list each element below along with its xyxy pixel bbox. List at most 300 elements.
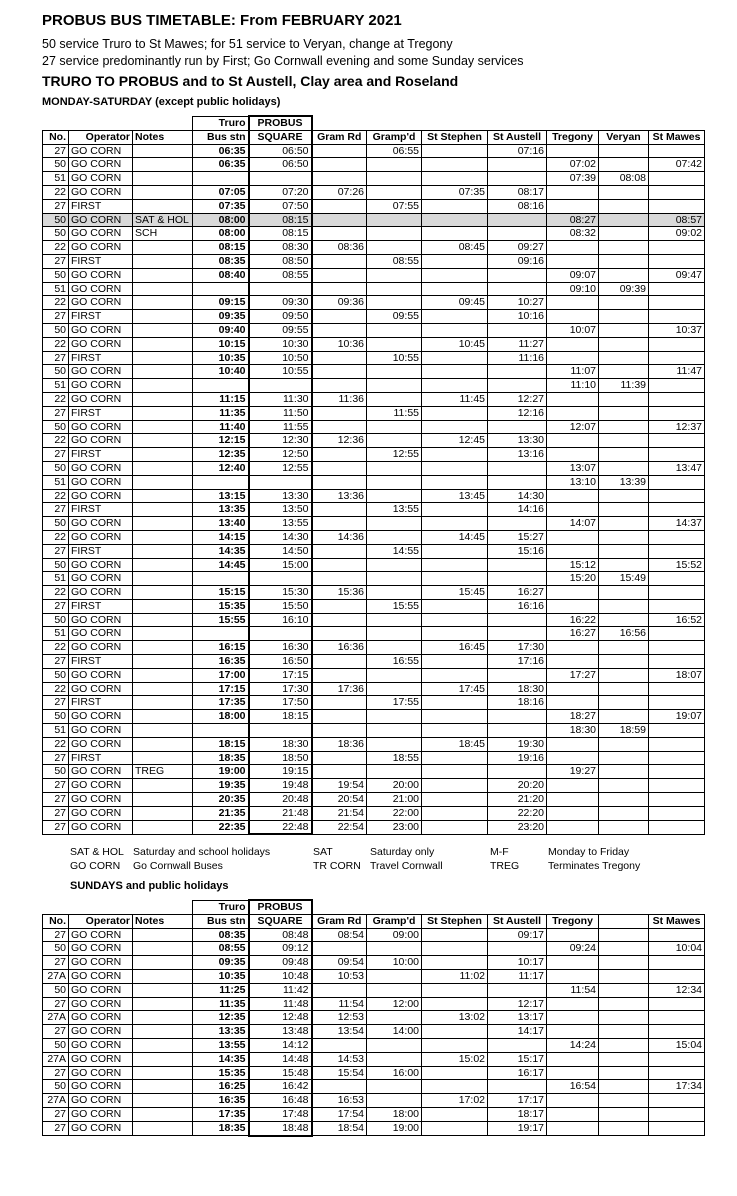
cell-probus: 09:48 — [249, 956, 312, 970]
cell-st-mawes — [649, 928, 705, 942]
cell-notes — [133, 1066, 193, 1080]
cell-st-austell — [488, 724, 547, 738]
header-spacer — [69, 116, 133, 130]
cell-no: 27 — [43, 254, 69, 268]
cell-veryan — [599, 406, 649, 420]
cell-st-stephen — [422, 517, 488, 531]
cell-tregony: 12:07 — [547, 420, 599, 434]
cell-tregony — [547, 586, 599, 600]
cell-st-mawes — [649, 337, 705, 351]
cell-operator: GO CORN — [69, 1107, 133, 1121]
cell-veryan — [599, 1080, 649, 1094]
cell-tregony — [547, 1025, 599, 1039]
timetable-row — [43, 969, 705, 983]
cell-notes — [133, 586, 193, 600]
cell-operator: GO CORN — [69, 779, 133, 793]
cell-st-mawes — [649, 475, 705, 489]
cell-no: 27 — [43, 199, 69, 213]
cell-notes — [133, 144, 193, 158]
cell-tregony: 08:27 — [547, 213, 599, 227]
cell-st-austell — [488, 475, 547, 489]
cell-no: 27 — [43, 793, 69, 807]
cell-st-mawes: 09:47 — [649, 268, 705, 282]
cell-gram-rd: 19:54 — [312, 779, 367, 793]
legend-trcorn-text: Travel Cornwall — [370, 860, 443, 872]
timetable-row — [43, 765, 705, 779]
timetable-row — [43, 144, 705, 158]
cell-operator: GO CORN — [69, 296, 133, 310]
cell-truro: 17:35 — [193, 696, 249, 710]
cell-operator: FIRST — [69, 599, 133, 613]
header-truro: Truro — [193, 116, 249, 130]
cell-no: 50 — [43, 613, 69, 627]
cell-st-stephen — [422, 351, 488, 365]
cell-probus: 18:50 — [249, 751, 312, 765]
cell-grampd — [367, 983, 422, 997]
timetable-row — [43, 323, 705, 337]
cell-operator: GO CORN — [69, 572, 133, 586]
cell-st-austell: 07:16 — [488, 144, 547, 158]
cell-notes — [133, 682, 193, 696]
timetable-row — [43, 1052, 705, 1066]
cell-veryan: 18:59 — [599, 724, 649, 738]
cell-gram-rd — [312, 310, 367, 324]
cell-gram-rd — [312, 1080, 367, 1094]
cell-st-stephen: 13:45 — [422, 489, 488, 503]
timetable-row — [43, 627, 705, 641]
cell-st-austell — [488, 942, 547, 956]
cell-grampd: 10:00 — [367, 956, 422, 970]
cell-veryan — [599, 158, 649, 172]
cell-operator: GO CORN — [69, 268, 133, 282]
cell-notes — [133, 448, 193, 462]
timetable-row — [43, 668, 705, 682]
cell-st-mawes: 18:07 — [649, 668, 705, 682]
cell-st-stephen — [422, 503, 488, 517]
header-spacer — [599, 116, 649, 130]
cell-veryan — [599, 956, 649, 970]
cell-tregony — [547, 969, 599, 983]
sunday-heading: SUNDAYS and public holidays — [70, 880, 229, 892]
cell-st-stephen — [422, 613, 488, 627]
cell-st-austell — [488, 461, 547, 475]
cell-truro — [193, 475, 249, 489]
cell-st-stephen — [422, 558, 488, 572]
cell-notes — [133, 1052, 193, 1066]
cell-grampd — [367, 613, 422, 627]
cell-no: 50 — [43, 323, 69, 337]
cell-st-mawes — [649, 997, 705, 1011]
cell-grampd: 06:55 — [367, 144, 422, 158]
cell-st-stephen — [422, 668, 488, 682]
cell-notes — [133, 254, 193, 268]
column-header-st-stephen: St Stephen — [422, 130, 488, 144]
cell-gram-rd: 11:36 — [312, 392, 367, 406]
timetable-row — [43, 641, 705, 655]
cell-st-austell: 16:17 — [488, 1066, 547, 1080]
header-probus: PROBUS — [249, 900, 312, 914]
cell-veryan — [599, 751, 649, 765]
cell-tregony: 14:24 — [547, 1038, 599, 1052]
cell-notes — [133, 820, 193, 834]
cell-tregony — [547, 434, 599, 448]
cell-gram-rd — [312, 254, 367, 268]
cell-no: 22 — [43, 586, 69, 600]
cell-notes — [133, 282, 193, 296]
column-header-grampd: Gramp'd — [367, 130, 422, 144]
cell-no: 50 — [43, 268, 69, 282]
cell-probus: 13:30 — [249, 489, 312, 503]
cell-veryan — [599, 461, 649, 475]
cell-probus: 18:30 — [249, 737, 312, 751]
timetable-row — [43, 544, 705, 558]
cell-operator: GO CORN — [69, 627, 133, 641]
cell-no: 27 — [43, 448, 69, 462]
cell-gram-rd — [312, 351, 367, 365]
cell-st-stephen — [422, 213, 488, 227]
timetable-row — [43, 268, 705, 282]
cell-veryan — [599, 489, 649, 503]
cell-tregony: 18:30 — [547, 724, 599, 738]
cell-truro: 16:15 — [193, 641, 249, 655]
cell-st-austell: 14:30 — [488, 489, 547, 503]
cell-st-mawes — [649, 655, 705, 669]
cell-notes — [133, 1121, 193, 1135]
cell-gram-rd — [312, 668, 367, 682]
column-header-veryan: Veryan — [599, 130, 649, 144]
column-header-st-austell: St Austell — [488, 914, 547, 928]
cell-st-austell: 08:17 — [488, 185, 547, 199]
cell-st-austell: 19:16 — [488, 751, 547, 765]
timetable-row — [43, 241, 705, 255]
cell-veryan — [599, 199, 649, 213]
cell-operator: GO CORN — [69, 434, 133, 448]
cell-no: 27 — [43, 779, 69, 793]
cell-grampd: 13:55 — [367, 503, 422, 517]
cell-st-stephen — [422, 144, 488, 158]
cell-notes — [133, 434, 193, 448]
cell-st-mawes: 12:34 — [649, 983, 705, 997]
timetable-row — [43, 351, 705, 365]
cell-grampd — [367, 337, 422, 351]
cell-operator: GO CORN — [69, 1011, 133, 1025]
cell-gram-rd: 12:53 — [312, 1011, 367, 1025]
cell-st-stephen: 09:45 — [422, 296, 488, 310]
cell-st-austell — [488, 983, 547, 997]
cell-truro: 11:25 — [193, 983, 249, 997]
column-header-operator: Operator — [69, 130, 133, 144]
cell-grampd — [367, 710, 422, 724]
cell-veryan — [599, 530, 649, 544]
cell-veryan: 09:39 — [599, 282, 649, 296]
cell-st-stephen — [422, 475, 488, 489]
timetable-row — [43, 1094, 705, 1108]
cell-notes — [133, 655, 193, 669]
cell-operator: GO CORN — [69, 461, 133, 475]
cell-st-stephen — [422, 599, 488, 613]
cell-st-austell — [488, 172, 547, 186]
cell-st-austell — [488, 1038, 547, 1052]
cell-veryan — [599, 793, 649, 807]
cell-st-mawes — [649, 351, 705, 365]
cell-st-austell — [488, 613, 547, 627]
cell-st-mawes — [649, 199, 705, 213]
cell-operator: GO CORN — [69, 158, 133, 172]
weekday-timetable — [42, 115, 705, 835]
cell-grampd — [367, 724, 422, 738]
cell-no: 50 — [43, 1038, 69, 1052]
cell-truro: 11:40 — [193, 420, 249, 434]
cell-tregony: 16:27 — [547, 627, 599, 641]
cell-notes — [133, 613, 193, 627]
cell-probus — [249, 475, 312, 489]
cell-notes — [133, 737, 193, 751]
cell-grampd — [367, 1038, 422, 1052]
timetable-row — [43, 282, 705, 296]
cell-gram-rd: 13:36 — [312, 489, 367, 503]
cell-no: 51 — [43, 627, 69, 641]
timetable-row — [43, 158, 705, 172]
cell-probus — [249, 572, 312, 586]
timetable-row — [43, 655, 705, 669]
cell-grampd — [367, 682, 422, 696]
cell-grampd — [367, 586, 422, 600]
cell-grampd: 17:55 — [367, 696, 422, 710]
cell-tregony: 07:02 — [547, 158, 599, 172]
cell-st-mawes — [649, 503, 705, 517]
cell-notes — [133, 185, 193, 199]
cell-tregony — [547, 820, 599, 834]
cell-no: 22 — [43, 337, 69, 351]
cell-tregony: 16:22 — [547, 613, 599, 627]
cell-operator: GO CORN — [69, 337, 133, 351]
cell-st-austell: 10:27 — [488, 296, 547, 310]
cell-probus: 16:48 — [249, 1094, 312, 1108]
cell-st-mawes — [649, 696, 705, 710]
cell-grampd: 09:55 — [367, 310, 422, 324]
cell-grampd: 16:00 — [367, 1066, 422, 1080]
cell-probus: 13:48 — [249, 1025, 312, 1039]
cell-probus: 15:30 — [249, 586, 312, 600]
cell-veryan — [599, 254, 649, 268]
cell-no: 27 — [43, 806, 69, 820]
cell-st-austell: 19:17 — [488, 1121, 547, 1135]
cell-truro: 17:15 — [193, 682, 249, 696]
header-spacer — [312, 116, 367, 130]
cell-tregony — [547, 296, 599, 310]
cell-st-stephen — [422, 942, 488, 956]
cell-grampd — [367, 296, 422, 310]
cell-truro — [193, 627, 249, 641]
cell-probus — [249, 724, 312, 738]
cell-veryan — [599, 779, 649, 793]
header-spacer — [43, 900, 69, 914]
cell-probus: 11:48 — [249, 997, 312, 1011]
cell-notes — [133, 1011, 193, 1025]
cell-tregony — [547, 241, 599, 255]
cell-grampd — [367, 282, 422, 296]
cell-truro — [193, 572, 249, 586]
cell-truro — [193, 172, 249, 186]
cell-truro: 09:15 — [193, 296, 249, 310]
cell-gram-rd: 11:54 — [312, 997, 367, 1011]
cell-st-mawes: 12:37 — [649, 420, 705, 434]
timetable-row — [43, 558, 705, 572]
header-spacer — [488, 900, 547, 914]
cell-st-austell — [488, 558, 547, 572]
cell-tregony: 14:07 — [547, 517, 599, 531]
cell-probus: 13:50 — [249, 503, 312, 517]
cell-probus: 17:48 — [249, 1107, 312, 1121]
cell-st-austell — [488, 268, 547, 282]
cell-notes — [133, 599, 193, 613]
cell-tregony — [547, 1121, 599, 1135]
cell-st-austell — [488, 282, 547, 296]
cell-gram-rd — [312, 517, 367, 531]
legend-sat-key: SAT — [313, 846, 333, 858]
cell-st-austell: 11:16 — [488, 351, 547, 365]
cell-st-mawes — [649, 682, 705, 696]
cell-grampd: 10:55 — [367, 351, 422, 365]
cell-grampd — [367, 969, 422, 983]
cell-tregony — [547, 1094, 599, 1108]
cell-veryan: 15:49 — [599, 572, 649, 586]
cell-veryan — [599, 983, 649, 997]
column-header-no: No. — [43, 914, 69, 928]
cell-probus: 08:48 — [249, 928, 312, 942]
legend-mf-text: Monday to Friday — [548, 846, 630, 858]
subtitle-service-50: 50 service Truro to St Mawes; for 51 service to Veryan, change at Tregony — [42, 37, 453, 51]
cell-st-austell: 10:17 — [488, 956, 547, 970]
cell-veryan: 16:56 — [599, 627, 649, 641]
cell-no: 27A — [43, 1094, 69, 1108]
legend-sat-hol-text: Saturday and school holidays — [133, 846, 271, 858]
cell-veryan — [599, 144, 649, 158]
subtitle-service-27: 27 service predominantly run by First; Go Cornwall evening and some Sunday services — [42, 54, 524, 68]
cell-tregony — [547, 928, 599, 942]
column-header-grampd: Gramp'd — [367, 914, 422, 928]
cell-probus: 14:50 — [249, 544, 312, 558]
cell-st-mawes — [649, 751, 705, 765]
column-header-veryan — [599, 914, 649, 928]
cell-notes — [133, 806, 193, 820]
cell-veryan — [599, 1107, 649, 1121]
cell-probus — [249, 282, 312, 296]
cell-veryan — [599, 997, 649, 1011]
cell-no: 27 — [43, 310, 69, 324]
cell-st-austell — [488, 227, 547, 241]
cell-no: 27 — [43, 1025, 69, 1039]
header-spacer — [133, 900, 193, 914]
cell-veryan: 13:39 — [599, 475, 649, 489]
cell-st-mawes — [649, 1094, 705, 1108]
cell-probus: 14:30 — [249, 530, 312, 544]
cell-st-stephen — [422, 1107, 488, 1121]
cell-grampd — [367, 241, 422, 255]
cell-probus: 08:55 — [249, 268, 312, 282]
cell-probus: 21:48 — [249, 806, 312, 820]
cell-operator: GO CORN — [69, 241, 133, 255]
cell-st-stephen: 12:45 — [422, 434, 488, 448]
cell-truro — [193, 282, 249, 296]
cell-gram-rd — [312, 1038, 367, 1052]
cell-truro: 13:40 — [193, 517, 249, 531]
cell-st-austell: 13:17 — [488, 1011, 547, 1025]
cell-notes — [133, 969, 193, 983]
cell-st-stephen: 15:02 — [422, 1052, 488, 1066]
timetable-row — [43, 793, 705, 807]
cell-st-stephen: 15:45 — [422, 586, 488, 600]
cell-st-austell: 12:16 — [488, 406, 547, 420]
timetable-row — [43, 696, 705, 710]
cell-notes — [133, 323, 193, 337]
cell-tregony — [547, 199, 599, 213]
cell-notes — [133, 793, 193, 807]
cell-gram-rd — [312, 710, 367, 724]
timetable-row — [43, 682, 705, 696]
cell-probus: 06:50 — [249, 158, 312, 172]
timetable-row — [43, 1080, 705, 1094]
cell-veryan — [599, 806, 649, 820]
cell-operator: GO CORN — [69, 613, 133, 627]
cell-st-mawes: 09:02 — [649, 227, 705, 241]
cell-veryan — [599, 503, 649, 517]
cell-notes — [133, 517, 193, 531]
cell-probus: 16:30 — [249, 641, 312, 655]
column-header-tregony: Tregony — [547, 130, 599, 144]
cell-operator: GO CORN — [69, 379, 133, 393]
cell-truro: 16:35 — [193, 655, 249, 669]
timetable-row — [43, 724, 705, 738]
cell-operator: FIRST — [69, 696, 133, 710]
cell-notes — [133, 956, 193, 970]
cell-st-stephen — [422, 172, 488, 186]
cell-gram-rd: 08:36 — [312, 241, 367, 255]
cell-st-mawes — [649, 448, 705, 462]
cell-tregony: 13:10 — [547, 475, 599, 489]
column-header-probus: SQUARE — [249, 130, 312, 144]
cell-veryan — [599, 323, 649, 337]
cell-truro: 13:55 — [193, 1038, 249, 1052]
cell-st-stephen — [422, 724, 488, 738]
cell-st-mawes — [649, 296, 705, 310]
cell-veryan: 11:39 — [599, 379, 649, 393]
timetable-row — [43, 227, 705, 241]
cell-probus: 06:50 — [249, 144, 312, 158]
legend-treg-text: Terminates Tregony — [548, 860, 641, 872]
cell-grampd — [367, 668, 422, 682]
cell-st-mawes — [649, 793, 705, 807]
cell-st-mawes: 15:04 — [649, 1038, 705, 1052]
cell-st-stephen: 08:45 — [422, 241, 488, 255]
cell-st-mawes — [649, 1121, 705, 1135]
timetable-row — [43, 599, 705, 613]
cell-truro: 12:40 — [193, 461, 249, 475]
cell-gram-rd: 13:54 — [312, 1025, 367, 1039]
cell-st-austell — [488, 517, 547, 531]
cell-st-mawes — [649, 434, 705, 448]
timetable-row — [43, 310, 705, 324]
cell-notes — [133, 710, 193, 724]
cell-gram-rd: 14:53 — [312, 1052, 367, 1066]
cell-probus: 17:15 — [249, 668, 312, 682]
cell-tregony: 19:27 — [547, 765, 599, 779]
cell-operator: FIRST — [69, 351, 133, 365]
cell-veryan — [599, 613, 649, 627]
cell-grampd — [367, 627, 422, 641]
cell-truro: 15:55 — [193, 613, 249, 627]
cell-truro — [193, 379, 249, 393]
